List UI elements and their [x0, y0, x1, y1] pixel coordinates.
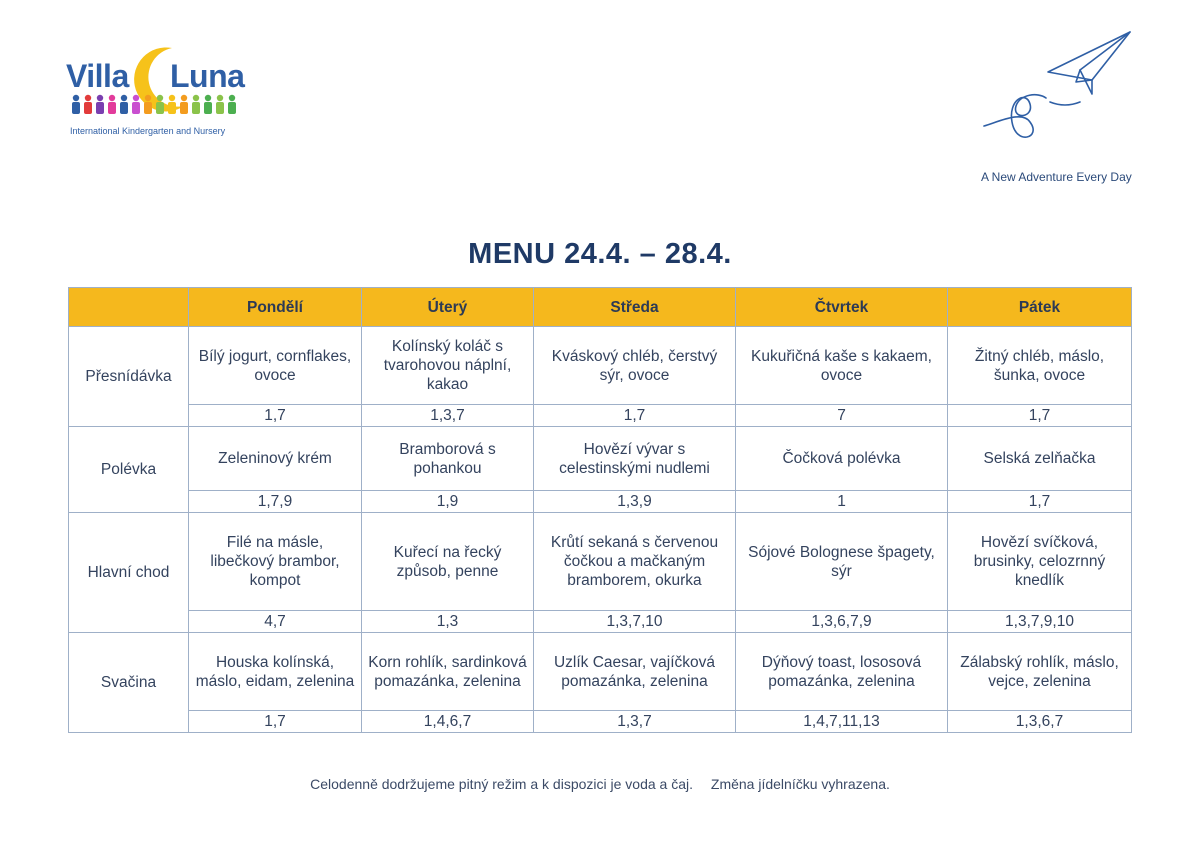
allergen-cell: 1,4,6,7: [362, 711, 534, 733]
table-row: [69, 327, 1132, 405]
table-header-row: [69, 288, 1132, 327]
dish-cell: Kukuřičná kaše s kakaem, ovoce: [736, 327, 948, 405]
dish-cell: Dýňový toast, lososová pomazánka, zelenina: [736, 633, 948, 711]
allergen-cell: 1,3,7: [362, 405, 534, 427]
dish-cell: Uzlík Caesar, vajíčková pomazánka, zelenina: [534, 633, 736, 711]
dish-cell: Kolínský koláč s tvarohovou náplní, kakao: [362, 327, 534, 405]
allergen-cell: 1,3,6,7,9: [736, 611, 948, 633]
allergen-cell: 1,3,9: [534, 491, 736, 513]
villa-luna-logo: [66, 44, 266, 144]
allergen-cell: 1,3: [362, 611, 534, 633]
allergen-cell: 1,9: [362, 491, 534, 513]
day-header: Úterý: [362, 288, 534, 327]
allergen-cell: 1,7: [948, 405, 1132, 427]
allergen-row: [69, 405, 1132, 427]
dish-cell: Kuřecí na řecký způsob, penne: [362, 513, 534, 611]
dish-cell: Čočková polévka: [736, 427, 948, 491]
day-header: Pondělí: [189, 288, 362, 327]
paper-plane-icon: [980, 26, 1140, 158]
meal-label: Hlavní chod: [69, 513, 189, 633]
dish-cell: Kváskový chléb, čerstvý sýr, ovoce: [534, 327, 736, 405]
allergen-cell: 1,3,7,10: [534, 611, 736, 633]
meal-label: Svačina: [69, 633, 189, 733]
table-row: [69, 427, 1132, 491]
dish-cell: Korn rohlík, sardinková pomazánka, zelenina: [362, 633, 534, 711]
logo-word-luna: Luna: [170, 58, 245, 94]
table-row: [69, 633, 1132, 711]
allergen-cell: 1: [736, 491, 948, 513]
menu-table: [68, 287, 1132, 733]
dish-cell: Houska kolínská, máslo, eidam, zelenina: [189, 633, 362, 711]
dish-cell: Hovězí svíčková, brusinky, celozrnný knedlík: [948, 513, 1132, 611]
meal-label: Polévka: [69, 427, 189, 513]
dish-cell: Selská zelňačka: [948, 427, 1132, 491]
dish-cell: Filé na másle, libečkový brambor, kompot: [189, 513, 362, 611]
allergen-row: [69, 491, 1132, 513]
header-corner: [69, 288, 189, 327]
day-header: Pátek: [948, 288, 1132, 327]
allergen-cell: 7: [736, 405, 948, 427]
allergen-cell: 1,3,6,7: [948, 711, 1132, 733]
dish-cell: Bramborová s pohankou: [362, 427, 534, 491]
dish-cell: Bílý jogurt, cornflakes, ovoce: [189, 327, 362, 405]
dish-cell: Žitný chléb, máslo, šunka, ovoce: [948, 327, 1132, 405]
allergen-cell: 1,7,9: [189, 491, 362, 513]
allergen-cell: 4,7: [189, 611, 362, 633]
allergen-cell: 1,7: [948, 491, 1132, 513]
allergen-cell: 1,7: [189, 405, 362, 427]
footer-note: [0, 776, 1200, 792]
logo-subtitle: International Kindergarten and Nursery: [70, 126, 226, 136]
logo-word-villa: Villa: [66, 58, 129, 94]
dish-cell: Zálabský rohlík, máslo, vejce, zelenina: [948, 633, 1132, 711]
tagline: A New Adventure Every Day: [981, 170, 1132, 184]
day-header: Středa: [534, 288, 736, 327]
dish-cell: Hovězí vývar s celestinskými nudlemi: [534, 427, 736, 491]
allergen-row: [69, 711, 1132, 733]
footer-change-note: Změna jídelníčku vyhrazena.: [710, 776, 890, 792]
allergen-row: [69, 611, 1132, 633]
allergen-cell: 1,3,7,9,10: [948, 611, 1132, 633]
allergen-cell: 1,7: [189, 711, 362, 733]
dish-cell: Zeleninový krém: [189, 427, 362, 491]
page-title: MENU 24.4. – 28.4.: [468, 238, 732, 270]
allergen-cell: 1,4,7,11,13: [736, 711, 948, 733]
table-row: [69, 513, 1132, 611]
allergen-cell: 1,7: [534, 405, 736, 427]
footer-drinking-note: Celodenně dodržujeme pitný režim a k dispozici je voda a čaj.: [310, 776, 693, 792]
allergen-cell: 1,3,7: [534, 711, 736, 733]
meal-label: Přesnídávka: [69, 327, 189, 427]
dish-cell: Krůtí sekaná s červenou čočkou a mačkaným bramborem, okurka: [534, 513, 736, 611]
children-figures-icon: [70, 94, 238, 116]
day-header: Čtvrtek: [736, 288, 948, 327]
dish-cell: Sójové Bolognese špagety, sýr: [736, 513, 948, 611]
